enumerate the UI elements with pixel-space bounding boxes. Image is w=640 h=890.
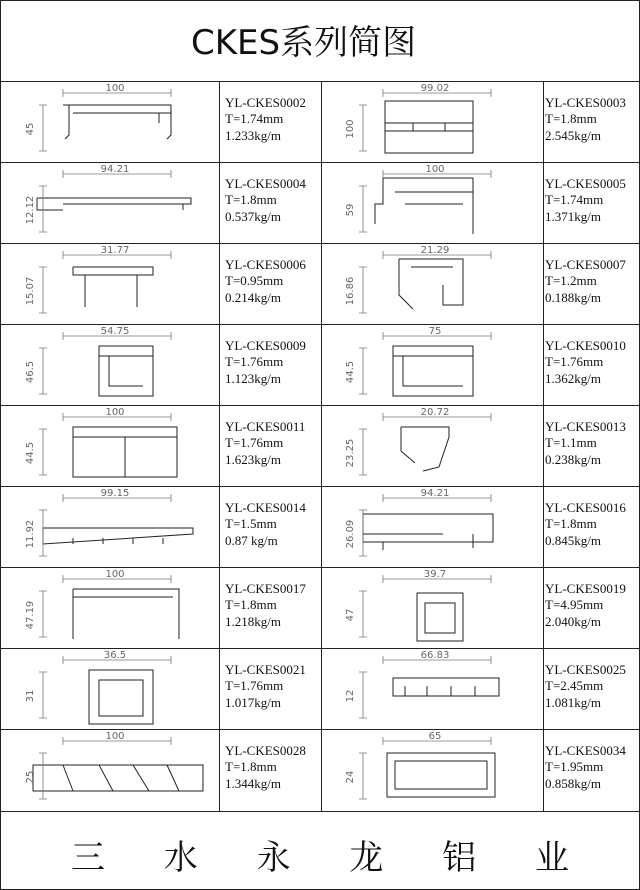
profile-specs [225,257,319,306]
profile-code: YL-CKES0006 [225,257,306,272]
profile-specs [225,338,319,387]
profile-weight: 1.123kg/m [225,371,281,386]
profile-drawing [323,569,539,647]
profile-cell [321,243,640,324]
profile-thickness: T=1.76mm [225,354,284,369]
profile-specs [545,338,639,387]
width-dimension: 94.21 [420,488,450,499]
height-dimension: 23.25 [345,438,356,468]
height-dimension: 26.09 [345,519,356,549]
profile-specs [225,581,319,630]
profile-weight: 2.040kg/m [545,614,601,629]
profile-outline [401,427,449,471]
profile-thickness: T=1.8mm [225,192,277,207]
width-dimension: 75 [428,326,442,337]
profile-thickness: T=4.95mm [545,597,604,612]
height-dimension-line [39,591,47,637]
width-dimension: 99.15 [100,488,130,499]
width-dimension: 100 [105,407,125,418]
width-dimension: 31.77 [100,245,130,256]
profile-specs [545,419,639,468]
height-dimension: 12 [345,689,356,703]
profile-code: YL-CKES0016 [545,500,626,515]
profile-thickness: T=1.1mm [545,435,597,450]
profile-weight: 0.845kg/m [545,533,601,548]
profile-specs [225,419,319,468]
height-dimension: 47 [345,608,356,622]
profile-weight: 2.545kg/m [545,128,601,143]
profile-outline [385,101,473,153]
profile-weight: 1.371kg/m [545,209,601,224]
profile-cell [321,486,640,567]
height-dimension-line [39,348,47,394]
profile-code: YL-CKES0025 [545,662,626,677]
profile-outline [393,678,499,696]
height-dimension: 15.07 [25,276,36,306]
profile-code: YL-CKES0017 [225,581,306,596]
profile-outline [73,427,177,477]
profile-weight: 1.344kg/m [225,776,281,791]
profile-thickness: T=0.95mm [225,273,284,288]
profile-outline [37,198,191,210]
height-dimension: 45 [25,122,36,136]
profile-cell [321,648,640,729]
profile-outline [393,346,473,396]
profile-cell [1,729,321,810]
height-dimension: 12.12 [25,195,36,225]
profile-code: YL-CKES0011 [225,419,306,434]
profile-code: YL-CKES0004 [225,176,306,191]
profile-drawing [3,407,219,485]
profile-drawing [323,407,539,485]
profile-outline [73,589,179,639]
profile-weight: 1.081kg/m [545,695,601,710]
profile-outline [33,765,203,791]
width-dimension: 54.75 [100,326,130,337]
profile-code: YL-CKES0002 [225,95,306,110]
height-dimension-line [39,105,47,151]
height-dimension: 44.5 [345,360,356,384]
profile-code: YL-CKES0010 [545,338,626,353]
profile-thickness: T=1.76mm [225,678,284,693]
profile-outline [399,259,463,309]
height-dimension-line [359,591,367,637]
profile-drawing [3,731,219,809]
profile-specs [225,95,319,144]
profile-cell [1,324,321,405]
profile-drawing [3,650,219,728]
height-dimension-line [39,510,47,556]
profile-cell [1,486,321,567]
profile-drawing [3,326,219,404]
profile-thickness: T=1.95mm [545,759,604,774]
profile-cell [321,729,640,810]
height-dimension: 31 [25,689,36,703]
profile-cell [1,648,321,729]
profile-thickness: T=1.8mm [225,759,277,774]
width-dimension: 39.7 [423,569,447,580]
profile-drawing [3,569,219,647]
profile-thickness: T=1.74mm [225,111,284,126]
profile-code: YL-CKES0003 [545,95,626,110]
profile-thickness: T=1.5mm [225,516,277,531]
profile-weight: 1.218kg/m [225,614,281,629]
height-dimension: 59 [345,203,356,217]
profile-weight: 0.87 kg/m [225,533,278,548]
width-dimension: 36.5 [103,650,127,661]
profile-cell [321,405,640,486]
height-dimension-line [39,186,47,232]
profile-code: YL-CKES0021 [225,662,306,677]
profile-drawing [323,326,539,404]
profile-weight: 1.017kg/m [225,695,281,710]
profile-weight: 0.537kg/m [225,209,281,224]
profile-outline [375,178,473,234]
profile-drawing [323,731,539,809]
height-dimension: 100 [345,119,356,139]
profile-specs [225,662,319,711]
profile-weight: 0.858kg/m [545,776,601,791]
profile-outline [99,346,153,396]
profile-cell [1,243,321,324]
profile-cell [321,81,640,162]
profile-drawing [323,650,539,728]
height-dimension-line [359,267,367,313]
height-dimension: 47.19 [25,600,36,630]
profile-specs [545,176,639,225]
footer [1,811,639,890]
profile-outline [73,267,153,307]
profile-cell [321,324,640,405]
profile-code: YL-CKES0009 [225,338,306,353]
profile-specs [545,581,639,630]
width-dimension: 99.02 [420,83,450,94]
profile-specs [545,257,639,306]
profile-weight: 0.238kg/m [545,452,601,467]
profile-specs [545,95,639,144]
profile-drawing [3,488,219,566]
profile-thickness: T=1.76mm [225,435,284,450]
height-dimension-line [359,429,367,475]
title-bar [1,1,639,82]
width-dimension: 20.72 [420,407,450,418]
profile-outline [417,593,463,641]
width-dimension: 100 [105,569,125,580]
profile-outline [363,514,493,550]
profile-drawing [3,164,219,242]
profile-code: YL-CKES0005 [545,176,626,191]
width-dimension: 21.29 [420,245,450,256]
height-dimension-line [359,672,367,718]
height-dimension-line [39,267,47,313]
company-name: 三 水 永 龙 铝 业 [70,838,594,878]
profile-outline [387,753,495,797]
profile-specs [545,662,639,711]
profile-drawing [323,164,539,242]
profile-thickness: T=1.2mm [545,273,597,288]
height-dimension: 16.86 [345,276,356,306]
height-dimension-line [39,429,47,475]
profile-thickness: T=1.8mm [545,516,597,531]
profile-outline [43,528,193,544]
profile-cell [321,162,640,243]
profile-code: YL-CKES0014 [225,500,306,515]
height-dimension-line [359,186,367,232]
height-dimension: 25 [25,770,36,784]
height-dimension-line [359,348,367,394]
profile-specs [225,743,319,792]
height-dimension-line [39,672,47,718]
profile-drawing [323,83,539,161]
height-dimension: 11.92 [25,519,36,549]
height-dimension: 44.5 [25,441,36,465]
profile-code: YL-CKES0019 [545,581,626,596]
profile-drawing [3,83,219,161]
width-dimension: 66.83 [420,650,450,661]
height-dimension-line [39,753,47,799]
profile-weight: 1.362kg/m [545,371,601,386]
profile-weight: 1.623kg/m [225,452,281,467]
profile-weight: 0.214kg/m [225,290,281,305]
profile-weight: 1.233kg/m [225,128,281,143]
height-dimension-line [359,105,367,151]
profile-code: YL-CKES0034 [545,743,626,758]
profile-thickness: T=1.74mm [545,192,604,207]
profile-thickness: T=1.8mm [225,597,277,612]
profile-specs [545,743,639,792]
width-dimension: 100 [425,164,445,175]
profile-code: YL-CKES0028 [225,743,306,758]
width-dimension: 94.21 [100,164,130,175]
profile-code: YL-CKES0007 [545,257,626,272]
profile-thickness: T=1.76mm [545,354,604,369]
profile-cell [1,567,321,648]
profile-cell [321,567,640,648]
width-dimension: 100 [105,731,125,742]
width-dimension: 65 [428,731,442,742]
profile-drawing [323,488,539,566]
profile-weight: 0.188kg/m [545,290,601,305]
page-title: CKES系列简图 [191,23,417,63]
height-dimension: 24 [345,770,356,784]
width-dimension: 100 [105,83,125,94]
profile-outline [89,670,153,724]
profile-specs [225,500,319,549]
profile-specs [225,176,319,225]
height-dimension-line [359,510,367,556]
profile-thickness: T=2.45mm [545,678,604,693]
profile-drawing [3,245,219,323]
profile-outline [63,105,171,139]
profile-thickness: T=1.8mm [545,111,597,126]
profile-specs [545,500,639,549]
profile-drawing [323,245,539,323]
profile-cell [1,162,321,243]
height-dimension-line [359,753,367,799]
height-dimension: 46.5 [25,360,36,384]
profile-cell [1,405,321,486]
profile-cell [1,81,321,162]
profile-code: YL-CKES0013 [545,419,626,434]
